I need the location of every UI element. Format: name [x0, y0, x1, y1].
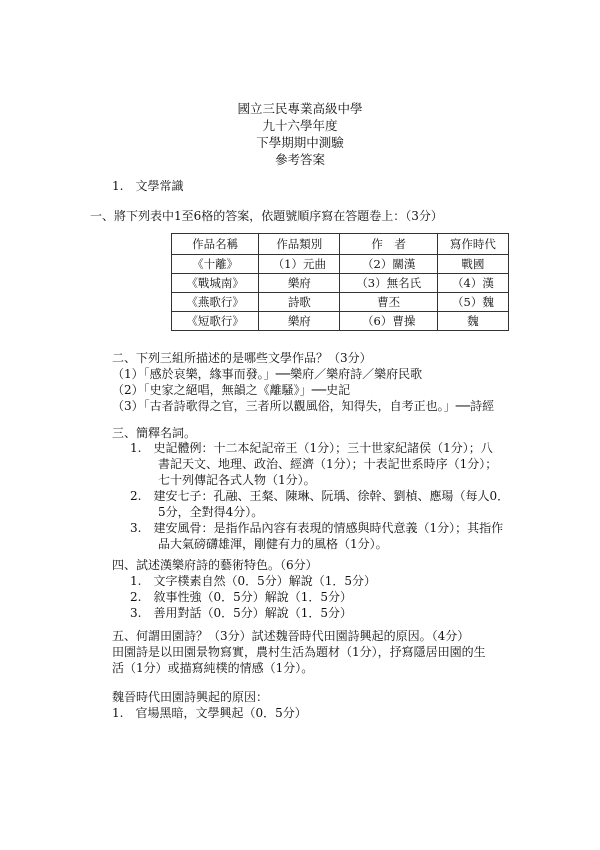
table-cell: （4）漢 [437, 274, 508, 293]
answer-line: 3. 建安風骨：是指作品內容有表現的情感與時代意義（1分）；其指作 [130, 521, 504, 535]
table-header-cell: 作品類別 [259, 234, 340, 255]
answer-line: 2. 敘事性強（0．5分）解說（1．5分） [130, 590, 352, 604]
answer-line: 品大氣磅礴雄渾，剛健有力的風格（1分）。 [158, 537, 388, 551]
school-year: 九十六學年度 [262, 118, 338, 133]
table-cell: 《戰城南》 [172, 274, 259, 293]
answer-line: 1. 官場黑暗，文學興起（0．5分） [112, 706, 307, 720]
section-title: 1. 文學常識 [112, 179, 184, 193]
works-table [171, 233, 509, 331]
answer-line: 田園詩是以田園景物寫實，農村生活為題材（1分），抒寫隱居田園的生 [112, 645, 486, 659]
answer-line: 5分，全對得4分）。 [158, 505, 264, 519]
answer-line: 活（1分）或描寫純樸的情感（1分）。 [112, 661, 314, 675]
table-cell: 戰國 [437, 255, 508, 274]
answer-line: 1. 史記體例：十二本紀記帝王（1分）；三十世家紀諸侯（1分）；八 [130, 441, 493, 455]
answer-line: 七十列傳記各式人物（1分）。 [158, 473, 316, 487]
sub-title: 魏晉時代田園詩興起的原因： [112, 690, 269, 704]
answer-line: 3. 善用對話（0．5分）解說（1．5分） [130, 606, 352, 620]
table-row [172, 312, 509, 331]
table-header-cell: 寫作時代 [437, 234, 508, 255]
question-3-title: 三、簡釋名詞。 [112, 426, 197, 440]
answer-line: 書記天文、地理、政治、經濟（1分）；十表記世系時序（1分）； [158, 457, 498, 471]
answer-line: （3）「古者詩歌得之官，三者所以觀風俗，知得失，自考正也。」──詩經 [112, 399, 495, 413]
table-cell: （2）關漢 [340, 255, 437, 274]
answer-label: 參考答案 [274, 152, 325, 167]
table-row [172, 274, 509, 293]
answer-line: 1. 文字樸素自然（0．5分）解說（1．5分） [130, 574, 376, 588]
table-cell: 詩歌 [259, 293, 340, 312]
answer-line: 2. 建安七子：孔融、王粲、陳琳、阮瑀、徐幹、劉楨、應瑒（每人0． [130, 489, 510, 503]
table-cell: 曹丕 [340, 293, 437, 312]
answer-line: （2）「史家之絕唱，無韻之《離騷》」──史記 [112, 383, 351, 397]
document-header [0, 100, 600, 168]
question-1-title: 一、將下列表中1至6格的答案，依題號順序寫在答題卷上：（3分） [90, 209, 443, 223]
question-4-title: 四、試述漢樂府詩的藝術特色。（6分） [112, 558, 318, 572]
question-2-title: 二、下列三組所描述的是哪些文學作品？（3分） [112, 351, 372, 365]
school-name: 國立三民專業高級中學 [237, 101, 363, 116]
table-cell: 樂府 [259, 274, 340, 293]
answer-line: （1）「感於哀樂，緣事而發。」──樂府／樂府詩／樂府民歌 [112, 367, 423, 381]
table-cell: 《燕歌行》 [172, 293, 259, 312]
table-cell: （3）無名氏 [340, 274, 437, 293]
table-header-cell: 作品名稱 [172, 234, 259, 255]
table-header-cell: 作 者 [340, 234, 437, 255]
table-cell: 魏 [437, 312, 508, 331]
table-cell: （6）曹操 [340, 312, 437, 331]
question-5-title: 五、何謂田園詩？（3分）試述魏晉時代田園詩興起的原因。（4分） [112, 629, 470, 643]
exam-title: 下學期期中測驗 [256, 135, 344, 150]
table-row [172, 255, 509, 274]
table-cell: 樂府 [259, 312, 340, 331]
table-cell: 《短歌行》 [172, 312, 259, 331]
table-cell: （1）元曲 [259, 255, 340, 274]
table-cell: （5）魏 [437, 293, 508, 312]
table-header-row [172, 234, 509, 255]
table-row [172, 293, 509, 312]
table-cell: 《十離》 [172, 255, 259, 274]
